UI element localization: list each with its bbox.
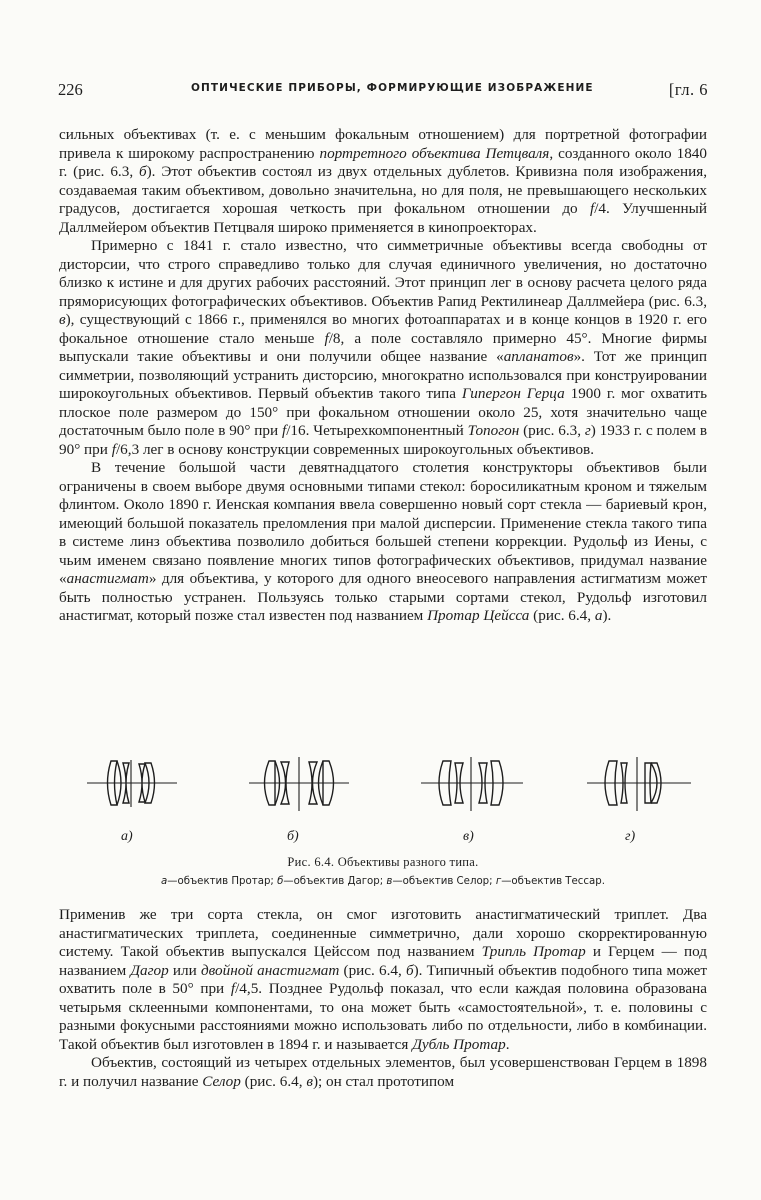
page-header bbox=[58, 80, 708, 104]
italic-run: а bbox=[594, 607, 603, 624]
italic-run: апланатов bbox=[503, 348, 574, 365]
lens-diagrams bbox=[59, 755, 707, 855]
lens-diagram-celor bbox=[421, 757, 523, 811]
legend-letter: в bbox=[386, 876, 393, 887]
running-title: ОПТИЧЕСКИЕ ПРИБОРЫ, ФОРМИРУЮЩИЕ ИЗОБРАЖЕНИЕ bbox=[191, 82, 594, 94]
italic-run: б bbox=[405, 961, 414, 979]
italic-run: Трипль Протар bbox=[481, 943, 586, 960]
italic-run: Дубль Протар bbox=[412, 1035, 506, 1053]
text-block-bottom bbox=[59, 906, 707, 1091]
lens-diagram-protar bbox=[87, 760, 177, 807]
italic-run: Селор bbox=[202, 1072, 241, 1090]
subfigure-label-b: б) bbox=[287, 829, 299, 844]
italic-run: в bbox=[59, 311, 66, 328]
italic-run: f bbox=[324, 329, 329, 347]
subfigure-label-c: в) bbox=[463, 829, 474, 844]
italic-run: Гипергон Герца bbox=[461, 385, 565, 402]
legend-letter: г bbox=[495, 876, 502, 887]
italic-run: Протар Цейсса bbox=[427, 607, 530, 624]
italic-run: б bbox=[138, 163, 147, 180]
italic-run: f bbox=[281, 422, 287, 439]
italic-run: f bbox=[589, 200, 595, 217]
italic-run: анастигмат bbox=[66, 570, 149, 587]
lens-diagram-dagor bbox=[249, 757, 349, 811]
italic-run: в bbox=[306, 1072, 313, 1090]
subfigure-label-d: г) bbox=[625, 829, 636, 844]
italic-run: Топогон bbox=[467, 422, 520, 439]
italic-run: f bbox=[111, 440, 116, 458]
paragraph: Примерно с 1841 г. стало известно, что симметричные объективы всегда свободны от дисторсии, что строго справедливо только для случая единичного увеличения, но достаточно близко к истине и для других рабочих расстояний. Этот принцип лег в основу расчета целого ряда пряморисующих фотографических объективов. Объектив Рапид Ректилинеар Даллмейера (рис. 6.3, в), существующий с 1866 г., применялся во многих фотоаппаратах и в конце концов в 1920 г. его фокальное отношение стало меньше f/8, а поле составляло примерно 45°. Многие фирмы выпускали такие объективы и они получили общее название «апланатов». Тот же принцип симметрии, позволяющий устранить дисторсию, многократно использовался при конструировании широкоугольных объективов. Первый объектив такого типа Гипергон Герца 1900 г. мог охватить плоское поле размером до 150° при фокальном отношении около 25, хотя значительно чаще достаточным было поле в 90° при f/16. Четырехкомпонентный Топогон (рис. 6.3, г) 1933 г. с полем в 90° при f/6,3 лег в основу конструкции современных широкоугольных объективов. bbox=[59, 237, 708, 458]
subfigure-label-a: а) bbox=[121, 829, 133, 844]
italic-run: Дагор bbox=[130, 961, 169, 979]
italic-run: г bbox=[584, 422, 591, 439]
italic-run: портретного объектива Петцваля bbox=[319, 144, 550, 162]
legend-letter: а bbox=[161, 876, 168, 887]
page-number: 226 bbox=[58, 80, 83, 99]
figure-6-4 bbox=[59, 755, 707, 895]
paragraph: Объектив, состоящий из четырех отдельных элементов, был усовершенствован Герцем в 1898 г. и получил название Селор (рис. 6.4, в); он стал прототипом bbox=[59, 1054, 707, 1090]
paragraph: В течение большой части девятнадцатого столетия конструкторы объективов были ограничены в своем выборе двумя основными типами стекол: боросиликатным кроном и тяжелым флинтом. Около 1890 г. Иенская компания ввела совершенно новый сорт стекла — бариевый крон, имеющий большой показатель преломления при малой дисперсии. Применение стекла такого типа в системе линз объектива позволило добиться большей степени коррекции. Рудольф из Иены, с чьим именем связано появление многих типов фотографических объективов, придумал название «анастигмат» для объектива, у которого для одного внеосевого направления астигматизм может быть полностью устранен. Пользуясь только старыми сортами стекол, Рудольф изготовил анастигмат, который позже стал известен под названием Протар Цейсса (рис. 6.4, а). bbox=[59, 459, 707, 624]
chapter-reference: [гл. 6 bbox=[668, 80, 708, 99]
italic-run: двойной анастигмат bbox=[200, 961, 340, 979]
lens-diagram-tessar bbox=[587, 757, 691, 811]
paragraph: Применив же три сорта стекла, он смог изготовить анастигматический триплет. Два анастигматических триплета, соединенные симметрично, дали хорошо скорректированную систему. Такой объектив выпускался Цейссом под названием Трипль Протар и Герцем — под названием Дагор или двойной анастигмат (рис. 6.4, б). Типичный объектив подобного типа может охватить поле в 50° при f/4,5. Позднее Рудольф показал, что если каждая половина образована четырьмя склеенными компонентами, то она может быть «самостоятельной», т. е. половины с разными фокусными расстояниями можно использовать либо по отдельности, либо в комбинации. Такой объектив был изготовлен в 1894 г. и называется Дубль Протар. bbox=[59, 906, 708, 1053]
figure-caption: Рис. 6.4. Объективы разного типа. bbox=[287, 855, 479, 869]
italic-run: f bbox=[230, 980, 236, 997]
figure-legend: а—объектив Протар; б—объектив Дагор; в—объектив Селор; г—объектив Тессар. bbox=[161, 876, 605, 887]
legend-letter: б bbox=[277, 876, 284, 887]
paragraph: сильных объективах (т. е. с меньшим фокальным отношением) для портретной фотографии привела к широкому распространению портретного объектива Петцваля, созданного около 1840 г. (рис. 6.3, б). Этот объектив состоял из двух отдельных дублетов. Кривизна поля изображения, создаваемая таким объективом, довольно значительна, но для поля, не превышающего нескольких градусов, достигается хорошая четкость при фокальном отношении до f/4. Улучшенный Даллмейером объектив Петцваля широко применяется в кинопроекторах. bbox=[59, 126, 707, 236]
text-block-top bbox=[59, 126, 707, 626]
